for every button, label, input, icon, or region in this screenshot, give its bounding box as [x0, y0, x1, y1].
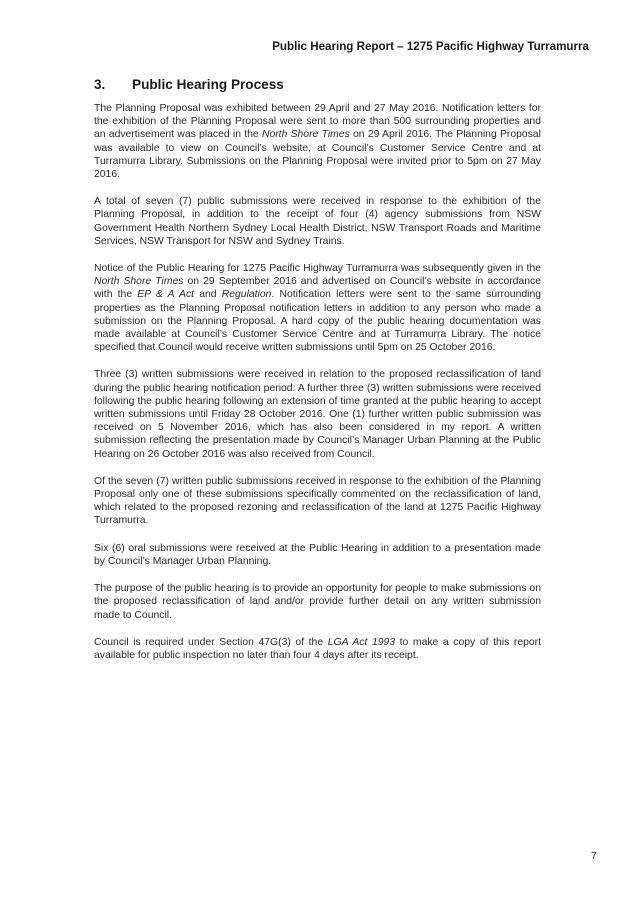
page-number: 7 [591, 851, 597, 862]
paragraph-hearing-purpose: The purpose of the public hearing is to provide an opportunity for people to make submissions on the proposed reclassification of land and/or provide further detail on any written submission made to Council. [94, 583, 541, 621]
paragraph-text: Notice of the Public Hearing for 1275 Pacific Highway Turramurra was subsequently given in the [94, 263, 541, 275]
section-number: 3. [94, 77, 106, 92]
paragraph-oral-submissions: Six (6) oral submissions were received at the Public Hearing in addition to a presentation made by Council’s Manager Urban Planning. [94, 542, 541, 567]
paragraph-text: to make a copy of this report available for public inspection no later than four 4 days after its receipt. [94, 636, 541, 661]
paragraph-written-submissions: Three (3) written submissions were received in relation to the proposed reclassification of land during the public hearing notification period. A further three (3) written submissions were received following the public hearing following an extension of time granted at the public hearing to accept written submissions until Friday 28 October 2016. One (1) further written public submission was received on 5 November 2016, which has also been considered in my report. A written submission reflecting the presentation made by Council’s Manager Urban Planning at the Public Hearing on 26 October 2016 was also received from Council. [94, 369, 541, 460]
paragraph-hearing-notice [94, 262, 541, 354]
paragraph-text: and [194, 289, 222, 301]
act-name: EP & A Act [137, 289, 195, 301]
publication-name: North Shore Times [261, 129, 350, 141]
paragraph-public-submissions: Of the seven (7) written public submissions received in response to the exhibition of the Planning Proposal only one of these submissions specifically commented on the reclassification of land, which related to the proposed rezoning and reclassification of the land at 1275 Pacific Highway Turramurra. [94, 475, 541, 527]
paragraph-text: The Planning Proposal was exhibited between 29 April and 27 May 2016. Notification letters for the exhibition of the Planning Proposal were sent to more than 500 surrounding properties and an advertisement was placed in the [94, 103, 541, 141]
paragraph-text: on 29 April 2016. The Planning Proposal was available to view on Council’s website, at Council’s Customer Service Centre and at Turramurra Library. Submissions on the Planning Proposal were invited prior to 5pm on 27 May 2016. [94, 129, 541, 181]
paragraph-exhibition [94, 102, 541, 181]
document-body [94, 102, 541, 676]
section-heading [94, 77, 284, 92]
paragraph-submissions-total: A total of seven (7) public submissions were received in response to the exhibition of the Planning Proposal, in addition to the receipt of four (4) agency submissions from NSW Government Health Northern Sydney Local Health District, NSW Transport Roads and Maritime Services, NSW Transport for NSW and Sydney Trains. [94, 196, 541, 247]
paragraph-text: on 29 September 2016 and advertised on Council’s website in accordance with the [94, 276, 541, 301]
section-title: Public Hearing Process [132, 77, 284, 92]
publication-name: North Shore Times [94, 276, 184, 288]
act-name: LGA Act 1993 [327, 636, 396, 648]
page-header-title: Public Hearing Report – 1275 Pacific Highway Turramurra [272, 40, 589, 53]
paragraph-text: . Notification letters were sent to the same surrounding properties as the Planning Proposal notification letters in addition to any person who made a submission on the Planning Proposal. A hard copy of the public hearing documentation was made available at Council’s Customer Service Centre and at Turramurra Library. The notice specified that Council would receive written submissions until 5pm on 25 October 2016. [94, 289, 541, 354]
regulation-name: Regulation [221, 289, 272, 301]
paragraph-text: Council is required under Section 47G(3) of the [94, 636, 328, 648]
paragraph-legal-requirement [94, 636, 541, 662]
